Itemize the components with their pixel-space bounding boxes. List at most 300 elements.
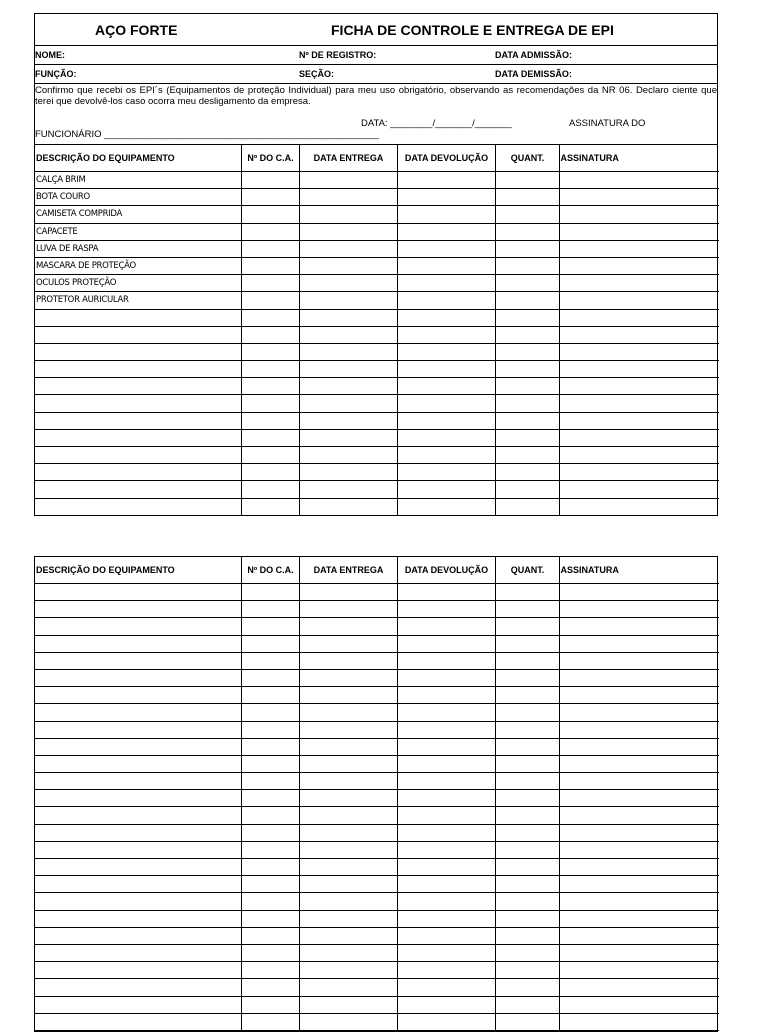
equipment-cell[interactable] xyxy=(35,378,241,395)
table-cell[interactable] xyxy=(299,721,397,738)
table-cell[interactable] xyxy=(495,498,559,515)
table-cell[interactable] xyxy=(241,944,299,961)
table-cell[interactable] xyxy=(241,996,299,1013)
table-cell[interactable] xyxy=(299,910,397,927)
table-cell[interactable] xyxy=(495,790,559,807)
table-cell[interactable] xyxy=(397,962,495,979)
table-cell[interactable] xyxy=(495,412,559,429)
table-cell[interactable] xyxy=(241,361,299,378)
table-cell[interactable] xyxy=(495,910,559,927)
table-row xyxy=(35,172,719,189)
equipment-cell[interactable] xyxy=(35,687,241,704)
table-cell[interactable] xyxy=(241,172,299,189)
table-cell[interactable] xyxy=(397,378,495,395)
table-cell[interactable] xyxy=(299,257,397,274)
table-cell[interactable] xyxy=(559,395,719,412)
table-cell[interactable] xyxy=(241,292,299,309)
equipment-cell[interactable] xyxy=(35,669,241,686)
table-cell[interactable] xyxy=(397,412,495,429)
table-cell[interactable] xyxy=(397,824,495,841)
equipment-cell[interactable]: CAPACETE xyxy=(35,223,241,240)
table-cell[interactable] xyxy=(241,790,299,807)
equipment-cell[interactable] xyxy=(35,841,241,858)
table-cell[interactable] xyxy=(559,755,719,772)
table-cell[interactable] xyxy=(495,859,559,876)
col-entrega: DATA ENTREGA xyxy=(299,557,397,584)
equipment-cell[interactable] xyxy=(35,309,241,326)
table-row xyxy=(35,189,719,206)
table-row xyxy=(35,601,719,618)
table-cell[interactable] xyxy=(495,996,559,1013)
table-cell[interactable] xyxy=(241,669,299,686)
table-cell[interactable] xyxy=(559,481,719,498)
equipment-cell[interactable] xyxy=(35,721,241,738)
table-cell[interactable] xyxy=(241,189,299,206)
table-cell[interactable] xyxy=(495,464,559,481)
admissao-label: DATA ADMISSÃO: xyxy=(495,50,572,60)
equipment-cell[interactable] xyxy=(35,807,241,824)
table-cell[interactable] xyxy=(299,601,397,618)
table-cell[interactable] xyxy=(241,395,299,412)
table-cell[interactable] xyxy=(241,206,299,223)
table-cell[interactable] xyxy=(299,669,397,686)
table-cell[interactable] xyxy=(299,927,397,944)
table-cell[interactable] xyxy=(241,584,299,601)
table-row xyxy=(35,206,719,223)
table-row xyxy=(35,223,719,240)
table-cell[interactable] xyxy=(495,979,559,996)
equipment-cell[interactable]: CAMISETA COMPRIDA xyxy=(35,206,241,223)
table-cell[interactable] xyxy=(241,876,299,893)
table-cell[interactable] xyxy=(495,584,559,601)
equipment-cell[interactable] xyxy=(35,326,241,343)
equipment-cell[interactable] xyxy=(35,584,241,601)
table-row xyxy=(35,584,719,601)
table-cell[interactable] xyxy=(241,309,299,326)
table-cell[interactable] xyxy=(397,447,495,464)
table-cell[interactable] xyxy=(559,447,719,464)
equipment-cell[interactable]: CALÇA BRIM xyxy=(35,172,241,189)
table-row xyxy=(35,979,719,996)
table-cell[interactable] xyxy=(397,240,495,257)
table-cell[interactable] xyxy=(559,859,719,876)
table-cell[interactable] xyxy=(299,876,397,893)
table-cell[interactable] xyxy=(559,206,719,223)
table-cell[interactable] xyxy=(299,738,397,755)
table-cell[interactable] xyxy=(495,807,559,824)
table-cell[interactable] xyxy=(241,326,299,343)
table-cell[interactable] xyxy=(397,996,495,1013)
equipment-cell[interactable] xyxy=(35,996,241,1013)
table-cell[interactable] xyxy=(397,601,495,618)
table-cell[interactable] xyxy=(495,755,559,772)
table-cell[interactable] xyxy=(495,429,559,446)
table-cell[interactable] xyxy=(559,464,719,481)
table-header-row xyxy=(35,145,719,172)
equipment-cell[interactable] xyxy=(35,361,241,378)
table-cell[interactable] xyxy=(299,790,397,807)
equipment-cell[interactable] xyxy=(35,910,241,927)
table-cell[interactable] xyxy=(397,464,495,481)
table-cell[interactable] xyxy=(559,773,719,790)
table-cell[interactable] xyxy=(299,704,397,721)
table-cell[interactable] xyxy=(559,876,719,893)
table-cell[interactable] xyxy=(299,841,397,858)
table-cell[interactable] xyxy=(397,635,495,652)
table-cell[interactable] xyxy=(495,395,559,412)
table-cell[interactable] xyxy=(299,635,397,652)
table-cell[interactable] xyxy=(559,910,719,927)
table-cell[interactable] xyxy=(559,996,719,1013)
table-cell[interactable] xyxy=(397,1013,495,1030)
table-cell[interactable] xyxy=(397,172,495,189)
table-cell[interactable] xyxy=(299,773,397,790)
equipment-cell[interactable] xyxy=(35,1013,241,1030)
equipment-cell[interactable]: PROTETOR AURICULAR xyxy=(35,292,241,309)
table-cell[interactable] xyxy=(299,618,397,635)
table-row xyxy=(35,635,719,652)
table-cell[interactable] xyxy=(559,378,719,395)
table-cell[interactable] xyxy=(299,498,397,515)
table-cell[interactable] xyxy=(559,309,719,326)
table-cell[interactable] xyxy=(495,172,559,189)
table-cell[interactable] xyxy=(299,944,397,961)
table-cell[interactable] xyxy=(241,275,299,292)
equipment-cell[interactable] xyxy=(35,824,241,841)
form-title: FICHA DE CONTROLE E ENTREGA DE EPI xyxy=(331,22,614,38)
equipment-cell[interactable] xyxy=(35,738,241,755)
table-cell[interactable] xyxy=(559,687,719,704)
table-cell[interactable] xyxy=(397,721,495,738)
table-cell[interactable] xyxy=(241,962,299,979)
table-cell[interactable] xyxy=(397,618,495,635)
table-cell[interactable] xyxy=(299,447,397,464)
table-cell[interactable] xyxy=(495,275,559,292)
table-cell[interactable] xyxy=(397,859,495,876)
table-cell[interactable] xyxy=(495,601,559,618)
secao-label: SEÇÃO: xyxy=(299,69,335,79)
table-cell[interactable] xyxy=(241,481,299,498)
equipment-cell[interactable] xyxy=(35,859,241,876)
table-cell[interactable] xyxy=(495,257,559,274)
equipment-cell[interactable] xyxy=(35,412,241,429)
table-cell[interactable] xyxy=(241,618,299,635)
table-cell[interactable] xyxy=(495,378,559,395)
table-cell[interactable] xyxy=(241,738,299,755)
table-row xyxy=(35,687,719,704)
table-cell[interactable] xyxy=(397,206,495,223)
equipment-cell[interactable] xyxy=(35,498,241,515)
table-cell[interactable] xyxy=(559,807,719,824)
table-cell[interactable] xyxy=(559,1013,719,1030)
table-cell[interactable] xyxy=(495,189,559,206)
table-cell[interactable] xyxy=(559,275,719,292)
table-cell[interactable] xyxy=(559,824,719,841)
table-cell[interactable] xyxy=(241,412,299,429)
table-cell[interactable] xyxy=(299,395,397,412)
table-cell[interactable] xyxy=(495,687,559,704)
table-cell[interactable] xyxy=(397,704,495,721)
table-cell[interactable] xyxy=(495,773,559,790)
table-cell[interactable] xyxy=(241,343,299,360)
table-cell[interactable] xyxy=(397,361,495,378)
equipment-cell[interactable] xyxy=(35,704,241,721)
table-cell[interactable] xyxy=(397,893,495,910)
table-cell[interactable] xyxy=(397,429,495,446)
table-cell[interactable] xyxy=(397,738,495,755)
table-cell[interactable] xyxy=(397,189,495,206)
table-cell[interactable] xyxy=(559,652,719,669)
table-cell[interactable] xyxy=(241,378,299,395)
equipment-cell[interactable] xyxy=(35,618,241,635)
table-cell[interactable] xyxy=(241,979,299,996)
table-cell[interactable] xyxy=(397,481,495,498)
table-cell[interactable] xyxy=(241,447,299,464)
table-cell[interactable] xyxy=(495,240,559,257)
table-cell[interactable] xyxy=(397,498,495,515)
table-cell[interactable] xyxy=(397,292,495,309)
table-cell[interactable] xyxy=(559,326,719,343)
table-cell[interactable] xyxy=(241,498,299,515)
equipment-cell[interactable] xyxy=(35,429,241,446)
table-cell[interactable] xyxy=(495,1013,559,1030)
table-cell[interactable] xyxy=(559,790,719,807)
table-cell[interactable] xyxy=(299,464,397,481)
table-cell[interactable] xyxy=(397,223,495,240)
table-cell[interactable] xyxy=(495,447,559,464)
equipment-cell[interactable]: BOTA COURO xyxy=(35,189,241,206)
table-cell[interactable] xyxy=(397,669,495,686)
table-cell[interactable] xyxy=(397,755,495,772)
table-cell[interactable] xyxy=(299,996,397,1013)
table-cell[interactable] xyxy=(495,944,559,961)
table-cell[interactable] xyxy=(241,223,299,240)
table-row xyxy=(35,824,719,841)
table-cell[interactable] xyxy=(559,240,719,257)
table-cell[interactable] xyxy=(495,652,559,669)
table-cell[interactable] xyxy=(559,979,719,996)
table-cell[interactable] xyxy=(397,944,495,961)
table-cell[interactable] xyxy=(559,343,719,360)
table-cell[interactable] xyxy=(495,893,559,910)
table-cell[interactable] xyxy=(397,257,495,274)
table-cell[interactable] xyxy=(397,343,495,360)
table-cell[interactable] xyxy=(299,859,397,876)
equipment-cell[interactable] xyxy=(35,979,241,996)
table-cell[interactable] xyxy=(559,172,719,189)
table-cell[interactable] xyxy=(397,807,495,824)
table-cell[interactable] xyxy=(299,807,397,824)
table-cell[interactable] xyxy=(559,669,719,686)
equipment-cell[interactable] xyxy=(35,447,241,464)
table-cell[interactable] xyxy=(559,738,719,755)
table-cell[interactable] xyxy=(495,824,559,841)
table-cell[interactable] xyxy=(397,326,495,343)
table-cell[interactable] xyxy=(299,309,397,326)
table-cell[interactable] xyxy=(397,652,495,669)
table-cell[interactable] xyxy=(299,412,397,429)
table-cell[interactable] xyxy=(299,824,397,841)
table-cell[interactable] xyxy=(495,876,559,893)
registro-label: Nº DE REGISTRO: xyxy=(299,50,377,60)
table-cell[interactable] xyxy=(299,1013,397,1030)
table-cell[interactable] xyxy=(559,841,719,858)
table-cell[interactable] xyxy=(241,807,299,824)
table-cell[interactable] xyxy=(495,309,559,326)
table-cell[interactable] xyxy=(495,206,559,223)
table-cell[interactable] xyxy=(299,361,397,378)
table-cell[interactable] xyxy=(559,429,719,446)
equipment-cell[interactable] xyxy=(35,464,241,481)
equipment-cell[interactable] xyxy=(35,635,241,652)
table-cell[interactable] xyxy=(559,962,719,979)
equipment-cell[interactable]: MASCARA DE PROTEÇÃO xyxy=(35,257,241,274)
equipment-cell[interactable] xyxy=(35,876,241,893)
table-row xyxy=(35,447,719,464)
equipment-cell[interactable]: OCULOS PROTEÇÃO xyxy=(35,275,241,292)
table-cell[interactable] xyxy=(299,584,397,601)
table-cell[interactable] xyxy=(559,944,719,961)
equipment-cell[interactable] xyxy=(35,481,241,498)
table-cell[interactable] xyxy=(241,687,299,704)
table-cell[interactable] xyxy=(241,704,299,721)
table-cell[interactable] xyxy=(559,618,719,635)
table-cell[interactable] xyxy=(559,498,719,515)
equipment-cell[interactable] xyxy=(35,755,241,772)
table-cell[interactable] xyxy=(495,481,559,498)
nome-label: NOME: xyxy=(35,50,65,60)
table-cell[interactable] xyxy=(559,584,719,601)
table-cell[interactable] xyxy=(241,841,299,858)
table-cell[interactable] xyxy=(299,172,397,189)
table-cell[interactable] xyxy=(241,927,299,944)
table-cell[interactable] xyxy=(495,669,559,686)
table-cell[interactable] xyxy=(241,257,299,274)
table-cell[interactable] xyxy=(241,893,299,910)
table-cell[interactable] xyxy=(299,240,397,257)
table-row xyxy=(35,962,719,979)
table-cell[interactable] xyxy=(495,635,559,652)
table-cell[interactable] xyxy=(397,584,495,601)
table-cell[interactable] xyxy=(299,275,397,292)
table-cell[interactable] xyxy=(559,601,719,618)
table-cell[interactable] xyxy=(241,910,299,927)
table-cell[interactable] xyxy=(495,927,559,944)
table-cell[interactable] xyxy=(559,721,719,738)
table-cell[interactable] xyxy=(299,292,397,309)
table-cell[interactable] xyxy=(397,841,495,858)
table-cell[interactable] xyxy=(559,704,719,721)
table-cell[interactable] xyxy=(299,652,397,669)
equipment-cell[interactable] xyxy=(35,893,241,910)
table-cell[interactable] xyxy=(559,893,719,910)
table-cell[interactable] xyxy=(559,257,719,274)
table-cell[interactable] xyxy=(299,223,397,240)
table-cell[interactable] xyxy=(397,275,495,292)
table-cell[interactable] xyxy=(299,206,397,223)
table-cell[interactable] xyxy=(495,704,559,721)
table-cell[interactable] xyxy=(299,687,397,704)
table-cell[interactable] xyxy=(559,361,719,378)
equipment-cell[interactable] xyxy=(35,790,241,807)
table-cell[interactable] xyxy=(559,223,719,240)
table-cell[interactable] xyxy=(299,481,397,498)
table-cell[interactable] xyxy=(241,652,299,669)
equipment-cell[interactable] xyxy=(35,601,241,618)
table-cell[interactable] xyxy=(495,361,559,378)
table-cell[interactable] xyxy=(559,189,719,206)
table-row xyxy=(35,773,719,790)
table-cell[interactable] xyxy=(559,292,719,309)
table-cell[interactable] xyxy=(299,189,397,206)
equipment-cell[interactable] xyxy=(35,652,241,669)
table-cell[interactable] xyxy=(241,635,299,652)
table-cell[interactable] xyxy=(299,962,397,979)
equipment-cell[interactable]: LUVA DE RASPA xyxy=(35,240,241,257)
table-cell[interactable] xyxy=(299,343,397,360)
table-cell[interactable] xyxy=(495,738,559,755)
table-cell[interactable] xyxy=(241,755,299,772)
table-header-row xyxy=(35,557,719,584)
table-cell[interactable] xyxy=(241,464,299,481)
table-cell[interactable] xyxy=(397,876,495,893)
table-cell[interactable] xyxy=(495,326,559,343)
table-cell[interactable] xyxy=(299,429,397,446)
table-cell[interactable] xyxy=(241,240,299,257)
table-row xyxy=(35,498,719,515)
equipment-cell[interactable] xyxy=(35,395,241,412)
table-cell[interactable] xyxy=(397,927,495,944)
table-cell[interactable] xyxy=(397,979,495,996)
equipment-cell[interactable] xyxy=(35,944,241,961)
table-cell[interactable] xyxy=(241,773,299,790)
table-cell[interactable] xyxy=(397,687,495,704)
table-cell[interactable] xyxy=(397,790,495,807)
table-cell[interactable] xyxy=(397,773,495,790)
table-cell[interactable] xyxy=(299,755,397,772)
table-cell[interactable] xyxy=(241,859,299,876)
table-cell[interactable] xyxy=(299,979,397,996)
table-row xyxy=(35,859,719,876)
equipment-cell[interactable] xyxy=(35,927,241,944)
table-cell[interactable] xyxy=(397,309,495,326)
table-cell[interactable] xyxy=(299,378,397,395)
table-cell[interactable] xyxy=(241,1013,299,1030)
table-cell[interactable] xyxy=(495,841,559,858)
table-cell[interactable] xyxy=(397,910,495,927)
table-cell[interactable] xyxy=(241,429,299,446)
table-cell[interactable] xyxy=(495,962,559,979)
table-cell[interactable] xyxy=(241,721,299,738)
epi-form xyxy=(34,13,718,516)
table-cell[interactable] xyxy=(495,618,559,635)
table-cell[interactable] xyxy=(299,893,397,910)
table-cell[interactable] xyxy=(559,927,719,944)
table-cell[interactable] xyxy=(397,395,495,412)
equipment-cell[interactable] xyxy=(35,343,241,360)
table-cell[interactable] xyxy=(495,343,559,360)
equipment-cell[interactable] xyxy=(35,773,241,790)
table-cell[interactable] xyxy=(495,721,559,738)
table-cell[interactable] xyxy=(241,824,299,841)
table-cell[interactable] xyxy=(241,601,299,618)
table-cell[interactable] xyxy=(495,292,559,309)
table-cell[interactable] xyxy=(559,635,719,652)
table-cell[interactable] xyxy=(299,326,397,343)
table-cell[interactable] xyxy=(559,412,719,429)
equipment-cell[interactable] xyxy=(35,962,241,979)
table-cell[interactable] xyxy=(495,223,559,240)
